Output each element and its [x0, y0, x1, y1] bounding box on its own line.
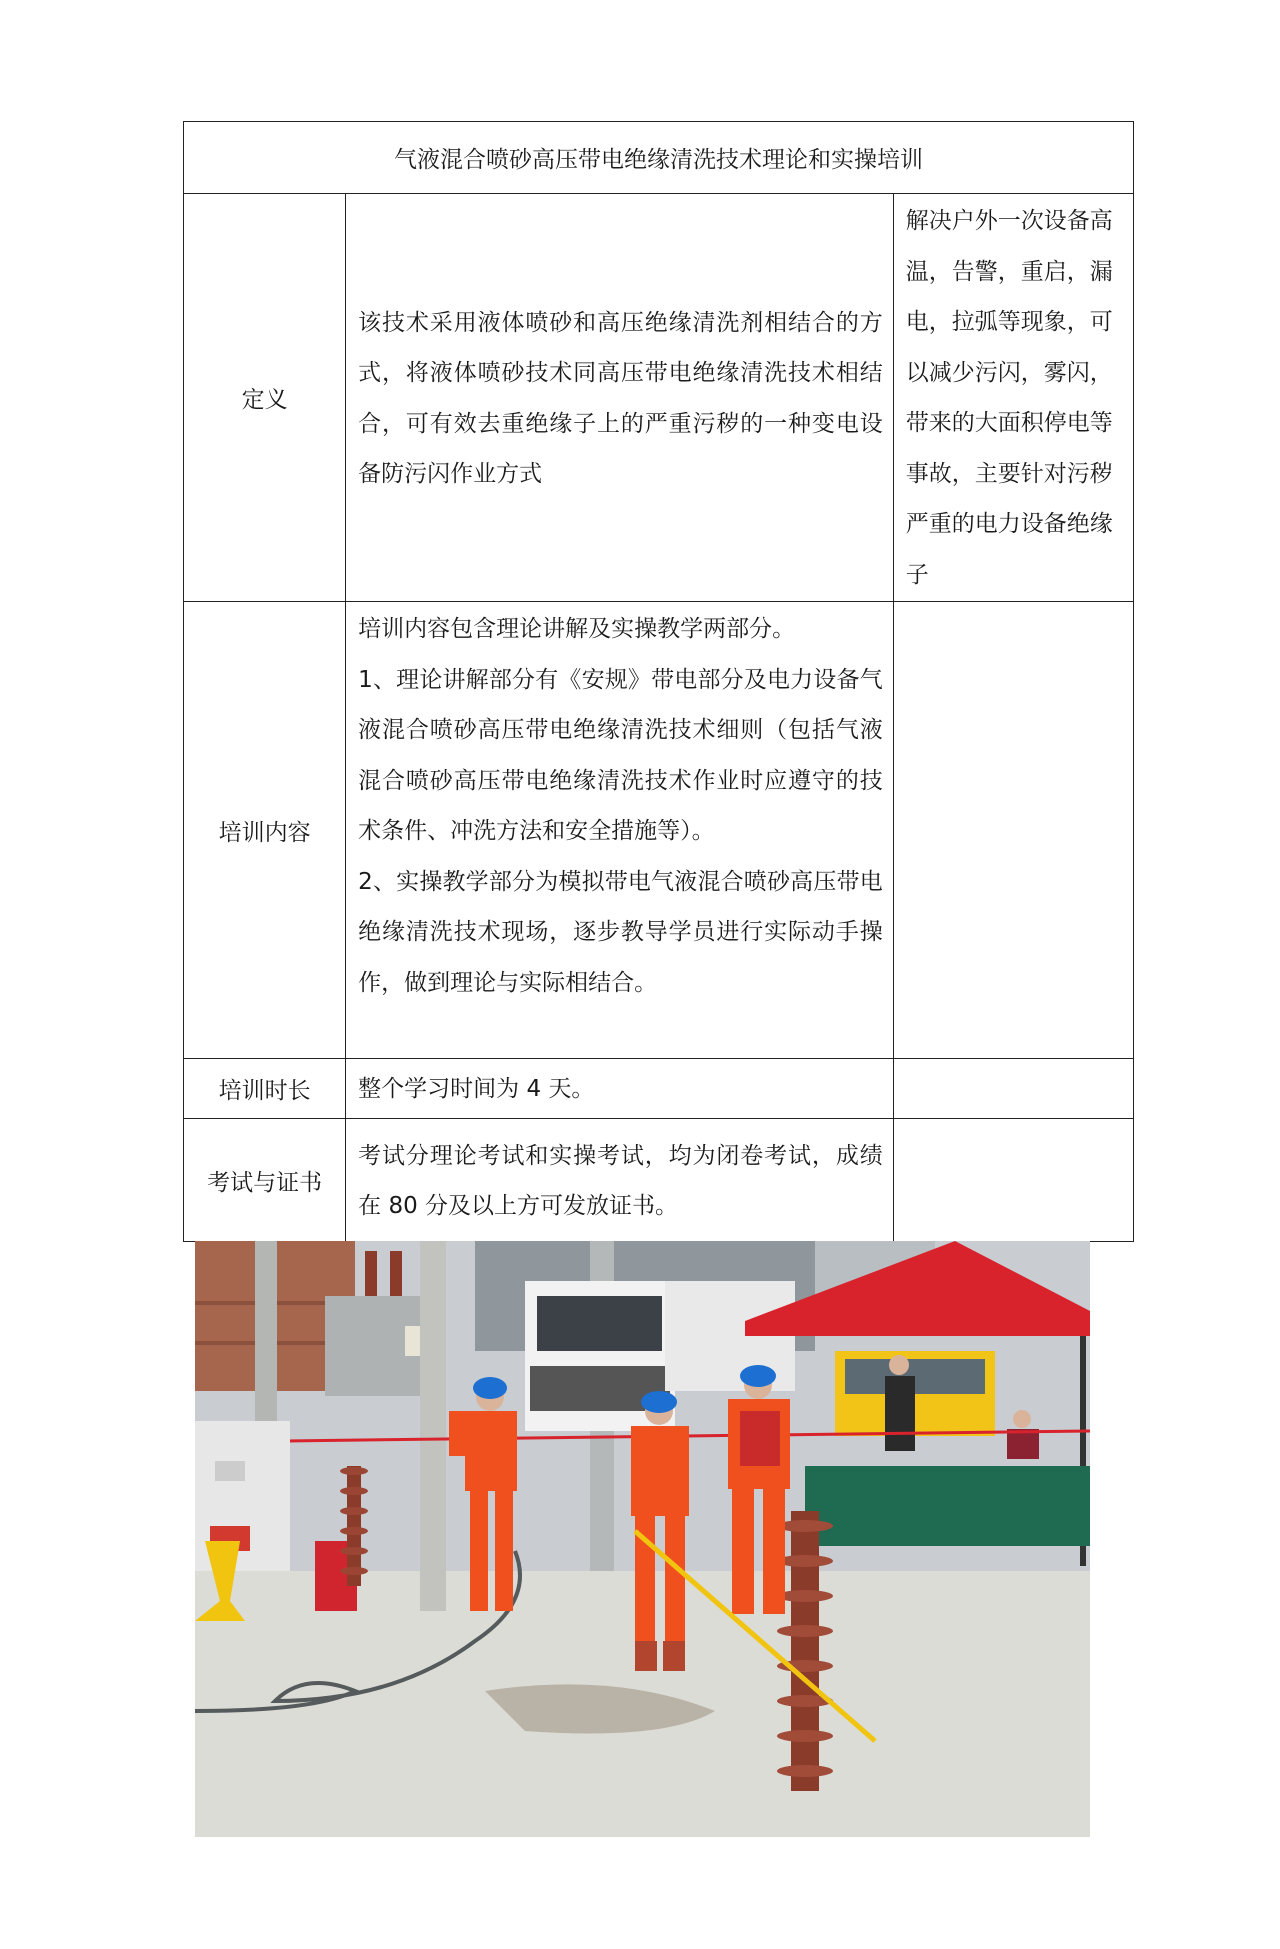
duration-empty-cell: [893, 1059, 1133, 1119]
content-intro: 培训内容包含理论讲解及实操教学两部分。: [358, 616, 796, 642]
training-table: [183, 121, 1134, 1242]
training-site-photo: [195, 1241, 1090, 1837]
definition-text: 该技术采用液体喷砂和高压绝缘清洗剂相结合的方式，将液体喷砂技术同高压带电绝缘清洗技术相结合，可有效去重绝缘子上的严重污秽的一种变电设备防污闪作业方式: [346, 194, 894, 602]
exam-empty-cell: [893, 1119, 1133, 1242]
spectator: [885, 1376, 915, 1451]
duration-text: 整个学习时间为 4 天。: [346, 1059, 894, 1119]
content-empty-cell: [893, 602, 1133, 1059]
green-table: [805, 1466, 1090, 1546]
duration-label: 培训时长: [184, 1059, 346, 1119]
exam-text: 考试分理论考试和实操考试，均为闭卷考试，成绩在 80 分及以上方可发放证书。: [346, 1119, 894, 1242]
content-label: 培训内容: [184, 602, 346, 1059]
exam-label: 考试与证书: [184, 1119, 346, 1242]
definition-note: 解决户外一次设备高温，告警，重启，漏电，拉弧等现象，可以减少污闪，雾闪，带来的大面积停电等事故，主要针对污秽严重的电力设备绝缘子: [893, 194, 1133, 602]
content-text: [346, 602, 894, 1059]
content-item-practice: 2、实操教学部分为模拟带电气液混合喷砂高压带电绝缘清洗技术现场，逐步教导学员进行实际动手操作，做到理论与实际相结合。: [358, 868, 883, 996]
definition-label: 定义: [184, 194, 346, 602]
table-title: 气液混合喷砂高压带电绝缘清洗技术理论和实操培训: [184, 122, 1134, 194]
content-item-theory: 1、理论讲解部分有《安规》带电部分及电力设备气液混合喷砂高压带电绝缘清洗技术细则（包括气液混合喷砂高压带电绝缘清洗技术作业时应遵守的技术条件、冲洗方法和安全措施等）。: [358, 666, 883, 844]
